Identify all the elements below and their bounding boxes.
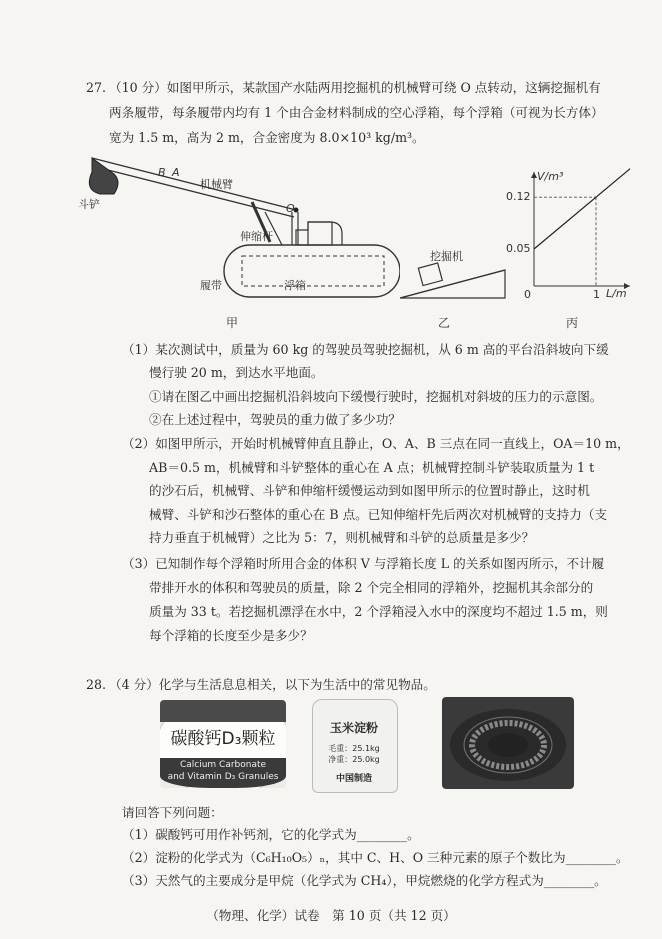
- caption-yi: 乙: [438, 316, 451, 330]
- label-track: 履带: [200, 279, 222, 292]
- photo-gas-stove-flame: [442, 697, 574, 789]
- x-tick-label-1: 1: [593, 288, 600, 301]
- q27-stem-line-1: （10 分）如图甲所示，某款国产水陆两用挖掘机的机械臂可绕 O 点转动，这辆挖掘机有: [109, 80, 601, 95]
- label-arm: 机械臂: [200, 178, 233, 191]
- x-tick-label-0: 0: [524, 288, 531, 301]
- starch-gross-weight: 毛重：25.1kg: [328, 744, 380, 753]
- q27-number: 27.: [86, 80, 107, 95]
- cab-body: [296, 222, 332, 245]
- starch-made-in-china: 中国制造: [335, 774, 372, 784]
- figure-jia-excavator: [70, 150, 400, 330]
- caption-bing: 丙: [566, 316, 579, 330]
- y-tick-label-0.05: 0.05: [506, 242, 531, 255]
- q28-number: 28.: [86, 677, 107, 692]
- q28-item-3: （3）天然气的主要成分是甲烷（化学式为 CH₄），甲烷燃烧的化学方程式为________。: [122, 873, 607, 888]
- q27-part2-line-3: 的沙石后，机械臂、斗铲和伸缩杆缓慢运动到如图甲所示的位置时静止，这时机: [149, 483, 590, 498]
- excavator-track-outline: [224, 245, 400, 297]
- label-point-a: A: [172, 166, 180, 179]
- q27-part3-line-1: （3）已知制作每个浮箱时所用合金的体积 V 与浮箱长度 L 的关系如图丙所示，不计履: [122, 556, 605, 571]
- q28-prompt: 请回答下列问题：: [122, 805, 223, 820]
- label-excavator: 挖掘机: [430, 250, 463, 263]
- q27-part3-line-4: 每个浮箱的长度至少是多少？: [149, 628, 313, 643]
- calcium-main-text: 碳酸钙D₃颗粒: [170, 729, 276, 749]
- q27-part2-line-5: 持力垂直于机械臂）之比为 5：7，则机械臂和斗铲的总质量是多少？: [149, 530, 535, 545]
- q27-part1-line-2: 慢行驶 20 m，到达水平地面。: [149, 365, 324, 380]
- q27-part2-line-1: （2）如图甲所示，开始时机械臂伸直且静止，O、A、B 三点在同一直线上，OA＝10 m，: [122, 436, 630, 451]
- q28-item-1: （1）碳酸钙可用作补钙剂，它的化学式为________。: [122, 827, 420, 842]
- q27-part1-line-4: ②在上述过程中，驾驶员的重力做了多少功？: [149, 412, 401, 427]
- q28-item-2: （2）淀粉的化学式为（C₆H₁₀O₅）ₙ，其中 C、H、O 三种元素的原子个数比为________。: [122, 850, 629, 865]
- q27-stem-line-3: 宽为 1.5 m，高为 2 m，合金密度为 8.0×10³ kg/m³。: [109, 130, 425, 145]
- label-bucket: 斗铲: [78, 198, 100, 211]
- q27-part2-line-4: 械臂、斗铲和沙石整体的重心在 B 点。已知伸缩杆先后两次对机械臂的支持力（支: [149, 507, 608, 522]
- q27-part3-line-3: 质量为 33 t。若挖掘机漂浮在水中，2 个浮箱浸入水中的深度均不超过 1.5 m，则: [149, 604, 608, 619]
- cabin-window: [308, 222, 342, 245]
- q27-part2-line-2: AB＝0.5 m，机械臂和斗铲整体的重心在 A 点；机械臂控制斗铲装取质量为 1 t: [149, 460, 595, 475]
- starch-title: 玉米淀粉: [329, 721, 378, 735]
- calcium-sub-text-2: and Vitamin D₃ Granules: [167, 772, 279, 782]
- label-point-o: O: [286, 202, 295, 215]
- y-tick-label-0.12: 0.12: [506, 190, 531, 204]
- calcium-sub-text-1: Calcium Carbonate: [179, 760, 267, 770]
- q28-intro: （4 分）化学与生活息息相关，以下为生活中的常见物品。: [109, 677, 436, 692]
- arm-top-edge: [92, 158, 296, 210]
- excavator-block: [418, 263, 442, 286]
- photo-calcium-carbonate: [160, 700, 286, 788]
- page-footer: （物理、化学）试卷 第 10 页（共 12 页）: [206, 908, 456, 923]
- label-float-box: 浮箱: [284, 279, 306, 292]
- starch-net-weight: 净重：25.0kg: [328, 755, 380, 764]
- x-axis-label: L/m: [606, 287, 627, 300]
- label-point-b: B: [158, 166, 166, 179]
- q27-stem-line-2: 两条履带，每条履带内均有 1 个由合金材料制成的空心浮箱，每个浮箱（可视为长方体）: [109, 105, 604, 120]
- q27-part1-line-3: ①请在图乙中画出挖掘机沿斜坡向下缓慢行驶时，挖掘机对斜坡的压力的示意图。: [149, 389, 603, 404]
- float-box-outline: [242, 256, 384, 286]
- photo-corn-starch-bag: [306, 697, 402, 793]
- arm-bottom-edge: [92, 166, 294, 217]
- q27-part1-line-1: （1）某次测试中，质量为 60 kg 的驾驶员驾驶挖掘机，从 6 m 高的平台沿斜坡向下缓: [122, 342, 609, 357]
- y-axis-label: V/m³: [537, 170, 564, 183]
- label-cylinder: 伸缩杆: [240, 230, 273, 243]
- q27-part3-line-2: 带排开水的体积和驾驶员的质量，除 2 个完全相同的浮箱外，挖掘机其余部分的: [149, 580, 594, 595]
- caption-jia: 甲: [226, 316, 239, 330]
